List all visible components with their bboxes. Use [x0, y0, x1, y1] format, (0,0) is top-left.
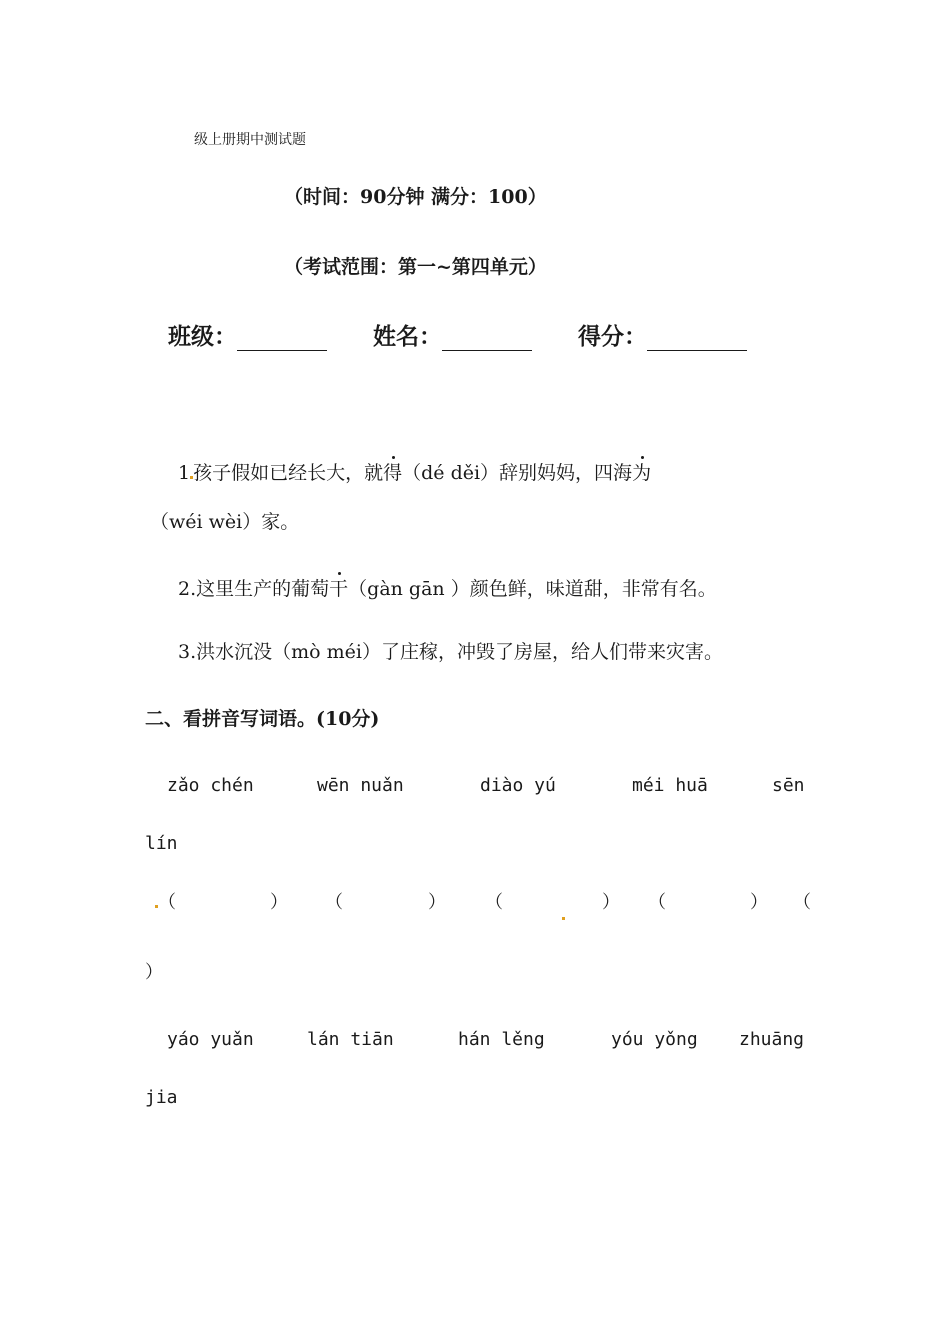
- mark-dot: [562, 905, 565, 924]
- pinyin-item: zhuāng: [739, 1029, 805, 1050]
- answer-box-4[interactable]: （: [648, 892, 666, 913]
- pinyin-item: méi huā: [632, 775, 708, 796]
- pinyin-item: wēn nuǎn: [317, 775, 404, 796]
- question-1-text-a: 孩子假如已经长大，就: [193, 462, 384, 484]
- answer-box-3[interactable]: （: [485, 892, 503, 913]
- question-2-text-a: 2.这里生产的葡萄: [178, 578, 330, 600]
- pinyin-item: zǎo chén: [167, 775, 254, 796]
- paren-left: （: [158, 892, 176, 913]
- section-2-title: 二、看拼音写词语。(10分): [145, 708, 380, 730]
- answer-box-1[interactable]: [155, 888, 176, 914]
- paren-right: ）: [145, 962, 163, 983]
- question-1-number: 1: [178, 462, 191, 484]
- name-blank[interactable]: [442, 328, 532, 351]
- question-2-text-b: （gàn gān ）颜色鲜，味道甜，非常有名。: [348, 578, 717, 600]
- pinyin-item: yóu yǒng: [611, 1029, 698, 1050]
- pinyin-item: lín: [145, 833, 178, 854]
- class-field[interactable]: [168, 318, 327, 351]
- paren-right: ）: [602, 892, 620, 913]
- score-label: 得分：: [578, 323, 647, 350]
- answer-box-5[interactable]: （: [793, 892, 811, 913]
- question-1-text-b: （dé děi）辞别妈妈，四海: [402, 462, 633, 484]
- name-label: 姓名：: [373, 323, 442, 350]
- class-blank[interactable]: [237, 328, 327, 351]
- answer-box-2[interactable]: （: [325, 892, 343, 913]
- pinyin-item: jia: [145, 1087, 178, 1108]
- paren-right: ）: [428, 892, 446, 913]
- question-3: 3.洪水沉没（mò méi）了庄稼，冲毁了房屋，给人们带来灾害。: [178, 641, 723, 663]
- pinyin-item: sēn: [772, 775, 805, 796]
- class-label: 班级：: [168, 323, 237, 350]
- emphasized-char: 干: [329, 578, 349, 600]
- time-info: （时间：90分钟 满分：100）: [284, 186, 547, 208]
- paren-right: ）: [750, 892, 768, 913]
- emphasized-char: 得: [383, 462, 403, 484]
- question-1: [178, 458, 651, 485]
- emphasized-char: 为: [632, 462, 652, 484]
- question-2: [178, 574, 717, 601]
- pinyin-item: lán tiān: [307, 1029, 394, 1050]
- pinyin-item: yáo yuǎn: [167, 1029, 254, 1050]
- paren-right: ）: [270, 892, 288, 913]
- name-field[interactable]: [373, 318, 532, 351]
- score-blank[interactable]: [647, 328, 747, 351]
- question-1-continued: （wéi wèi）家。: [150, 511, 300, 533]
- score-field[interactable]: [578, 318, 747, 351]
- document-title: 级上册期中测试题: [194, 132, 306, 148]
- scope-info: （考试范围：第一~第四单元）: [284, 256, 547, 278]
- pinyin-item: diào yú: [480, 775, 556, 796]
- pinyin-item: hán lěng: [458, 1029, 545, 1050]
